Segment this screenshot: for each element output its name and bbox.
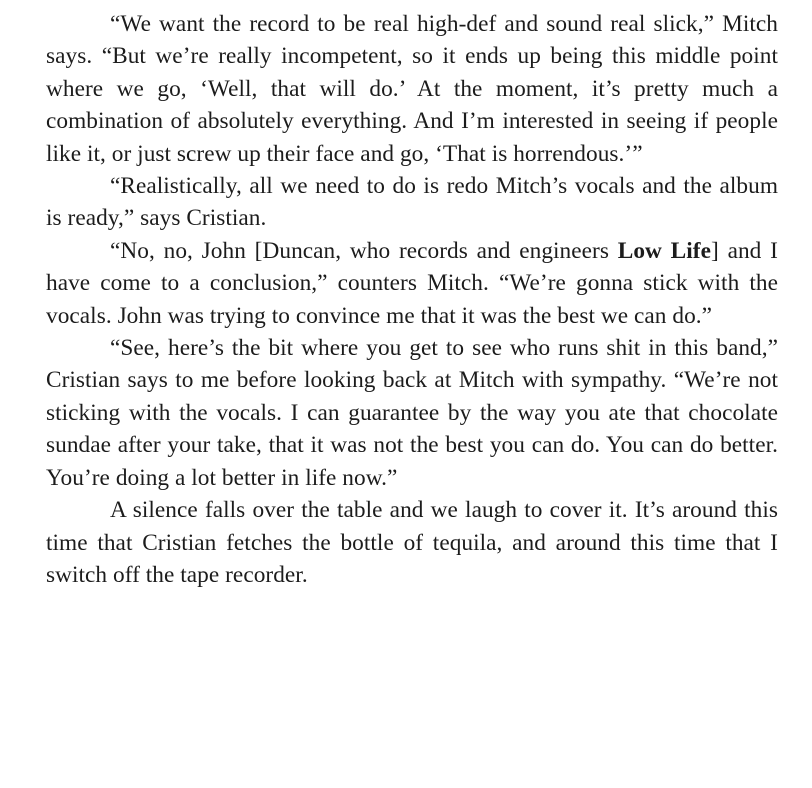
paragraph-3 xyxy=(46,235,778,332)
paragraph-3-after: ] and I have come to a conclusion,” counters Mitch. “We’re gonna stick with the vocals. John was trying to convince me that it was the best we can do.” xyxy=(46,237,778,329)
paragraph-4: “See, here’s the bit where you get to see who runs shit in this band,” Cristian says to me before looking back at Mitch with sympathy. “We’re not sticking with the vocals. I can guarantee by the way you ate that chocolate sundae after your take, that it was not the best you can do. You can do better. You’re doing a lot better in life now.” xyxy=(46,335,778,491)
album-title: Low Life xyxy=(617,237,711,264)
paragraph-2: “Realistically, all we need to do is redo Mitch’s vocals and the album is ready,” says Cristian. xyxy=(46,173,778,232)
paragraph-3-before: “No, no, John [Duncan, who records and engineers xyxy=(110,237,618,264)
paragraph-1: “We want the record to be real high-def and sound real slick,” Mitch says. “But we’re really incompetent, so it ends up being this middle point where we go, ‘Well, that will do.’ At the moment, it’s pretty much a combination of absolutely everything. And I’m interested in seeing if people like it, or just screw up their face and go, ‘That is horrendous.’” xyxy=(46,11,778,167)
paragraph-5: A silence falls over the table and we laugh to cover it. It’s around this time that Cristian fetches the bottle of tequila, and around this time that I switch off the tape recorder. xyxy=(46,497,778,588)
